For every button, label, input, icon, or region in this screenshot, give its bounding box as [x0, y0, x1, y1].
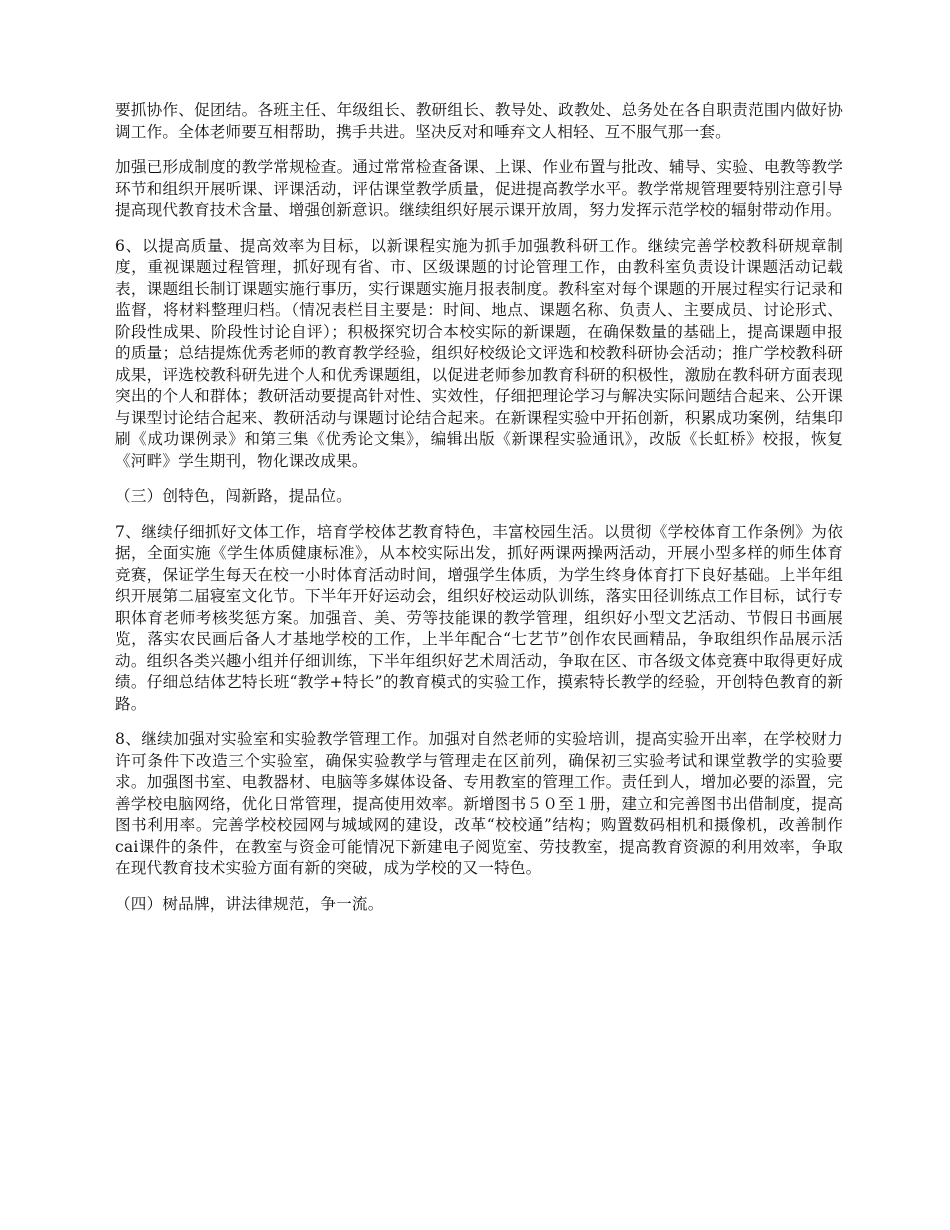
document-body: [115, 100, 843, 929]
paragraph-item-8-laboratory: 8、继续加强对实验室和实验教学管理工作。加强对自然老师的实验培训，提高实验开出率，在学校财力许可条件下改造三个实验室，确保实验教学与管理走在区前列，确保初三实验考试和课堂教学的实验要求。加强图书室、电教器材、电脑等多媒体设备、专用教室的管理工作。责任到人，增加必要的添置，完善学校电脑网络，优化日常管理，提高使用效率。新增图书５０至１册，建立和完善图书出借制度，提高图书利用率。完善学校校园网与城域网的建设，改革“校校通”结构；购置数码相机和摄像机，改善制作cai课件的条件，在教室与资金可能情况下新建电子阅览室、劳技教室，提高教育资源的利用效率，争取在现代教育技术实验方面有新的突破，成为学校的又一特色。: [115, 730, 843, 877]
paragraph-item-7-sports-arts: 7、继续仔细抓好文体工作，培育学校体艺教育特色，丰富校园生活。以贯彻《学校体育工作条例》为依据，全面实施《学生体质健康标准》，从本校实际出发，抓好两课两操两活动，开展小型多样的师生体育竞赛，保证学生每天在校一小时体育活动时间，增强学生体质，为学生终身体育打下良好基础。上半年组织开展第二届寝室文化节。下半年开好运动会，组织好校运动队训练，落实田径训练点工作目标，试行专职体育老师考核奖惩方案。加强音、美、劳等技能课的教学管理，组织好小型文艺活动、节假日书画展览，落实农民画后备人才基地学校的工作，上半年配合“七艺节”创作农民画精品，争取组织作品展示活动。组织各类兴趣小组并仔细训练，下半年组织好艺术周活动，争取在区、市各级文体竞赛中取得更好成绩。仔细总结体艺特长班“教学+特长”的教育模式的实验工作，摸索特长教学的经验，开创特色教育的新路。: [115, 522, 843, 713]
section-heading-3: （三）创特色，闯新路，提品位。: [115, 487, 352, 505]
paragraph-routine-inspection: 加强已形成制度的教学常规检查。通过常常检查备课、上课、作业布置与批改、辅导、实验、电教等教学环节和组织开展听课、评课活动，评估课堂教学质量，促进提高教学水平。教学常规管理要特别注意引导提高现代教育技术含量、增强创新意识。继续组织好展示课开放周，努力发挥示范学校的辐射带动作用。: [115, 158, 843, 219]
paragraph-item-6-research: 6、以提高质量、提高效率为目标，以新课程实施为抓手加强教科研工作。继续完善学校教科研规章制度，重视课题过程管理，抓好现有省、市、区级课题的讨论管理工作，由教科室负责设计课题活动记载表，课题组长制订课题实施行事历，实行课题实施月报表制度。教科室对每个课题的开展过程实行记录和监督，将材料整理归档。（情况表栏目主要是：时间、地点、课题名称、负责人、主要成员、讨论形式、阶段性成果、阶段性讨论自评）；积极探究切合本校实际的新课题，在确保数量的基础上，提高课题申报的质量；总结提炼优秀老师的教育教学经验，组织好校级论文评选和校教科研协会活动；推广学校教科研成果，评选校教科研先进个人和优秀课题组，以促进老师参加教育科研的积极性，激励在教科研方面表现突出的个人和群体；教研活动要提高针对性、实效性，仔细把理论学习与解决实际问题结合起来、公开课与课型讨论结合起来、教研活动与课题讨论结合起来。在新课程实验中开拓创新，积累成功案例，结集印刷《成功课例录》和第三集《优秀论文集》，编辑出版《新课程实验通讯》，改版《长虹桥》校报，恢复《河畔》学生期刊，物化课改成果。: [115, 236, 843, 470]
section-heading-4: （四）树品牌，讲法律规范，争一流。: [115, 894, 384, 913]
paragraph-cooperation: 要抓协作、促团结。各班主任、年级组长、教研组长、教导处、政教处、总务处在各自职责范围内做好协调工作。全体老师要互相帮助，携手共进。坚决反对和唾弃文人相轻、互不服气那一套。: [115, 101, 843, 141]
